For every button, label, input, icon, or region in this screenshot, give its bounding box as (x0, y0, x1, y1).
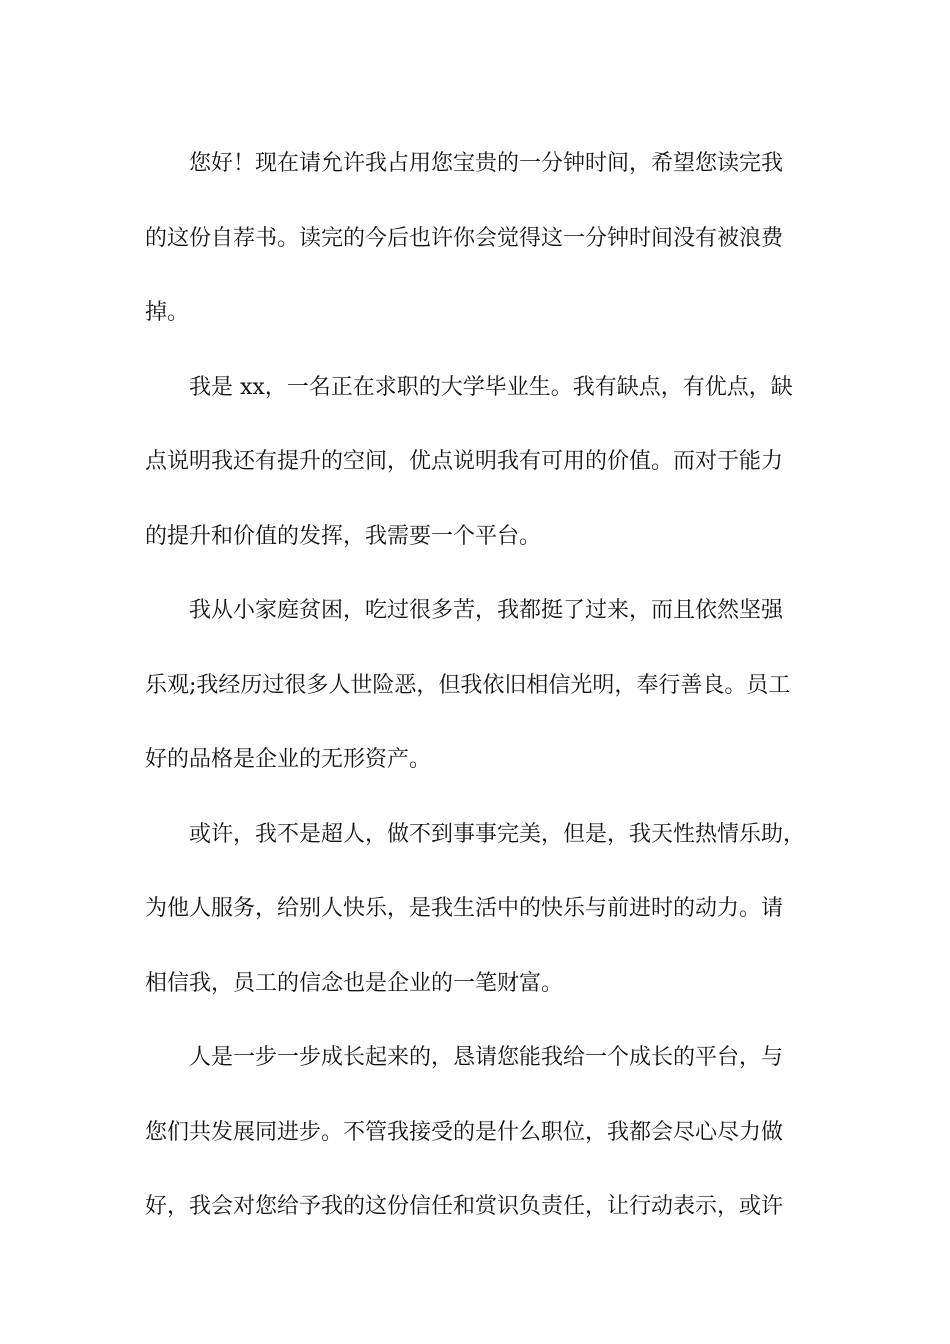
document-body (145, 127, 815, 1245)
paragraph-2-line-2: 点说明我还有提升的空间，优点说明我有可用的价值。而对于能力 (145, 449, 784, 474)
paragraph-4-line-2: 为他人服务，给别人快乐，是我生活中的快乐与前进时的动力。请 (145, 896, 784, 921)
paragraph-5-line-3: 好，我会对您给予我的这份信任和赏识负责任，让行动表示，或许 (145, 1194, 784, 1219)
paragraph-4-line-1: 或许，我不是超人，做不到事事完美，但是，我天性热情乐助， (189, 821, 806, 847)
paragraph-1-line-2: 的这份自荐书。读完的今后也许你会觉得这一分钟时间没有被浪费 (145, 225, 784, 251)
paragraph-3-line-2: 乐观;我经历过很多人世险恶，但我依旧相信光明，奉行善良。员工 (145, 672, 791, 698)
paragraph-1-line-3: 掉。 (145, 300, 190, 325)
paragraph-3-line-3: 好的品格是企业的无形资产。 (145, 747, 432, 772)
paragraph-2-line-1: 我是 xx，一名正在求职的大学毕业生。我有缺点，有优点，缺 (189, 374, 793, 400)
paragraph-5-line-1: 人是一步一步成长起来的，恳请您能我给一个成长的平台，与 (189, 1045, 784, 1070)
paragraph-4-line-3: 相信我，员工的信念也是企业的一笔财富。 (145, 970, 564, 996)
paragraph-5-line-2: 您们共发展同进步。不管我接受的是什么职位，我都会尽心尽力做 (145, 1119, 784, 1145)
paragraph-1-line-1: 您好！现在请允许我占用您宝贵的一分钟时间，希望您读完我 (189, 151, 784, 176)
paragraph-2-line-3: 的提升和价值的发挥，我需要一个平台。 (145, 523, 542, 549)
paragraph-3-line-1: 我从小家庭贫困，吃过很多苦，我都挺了过来，而且依然坚强 (189, 598, 784, 623)
